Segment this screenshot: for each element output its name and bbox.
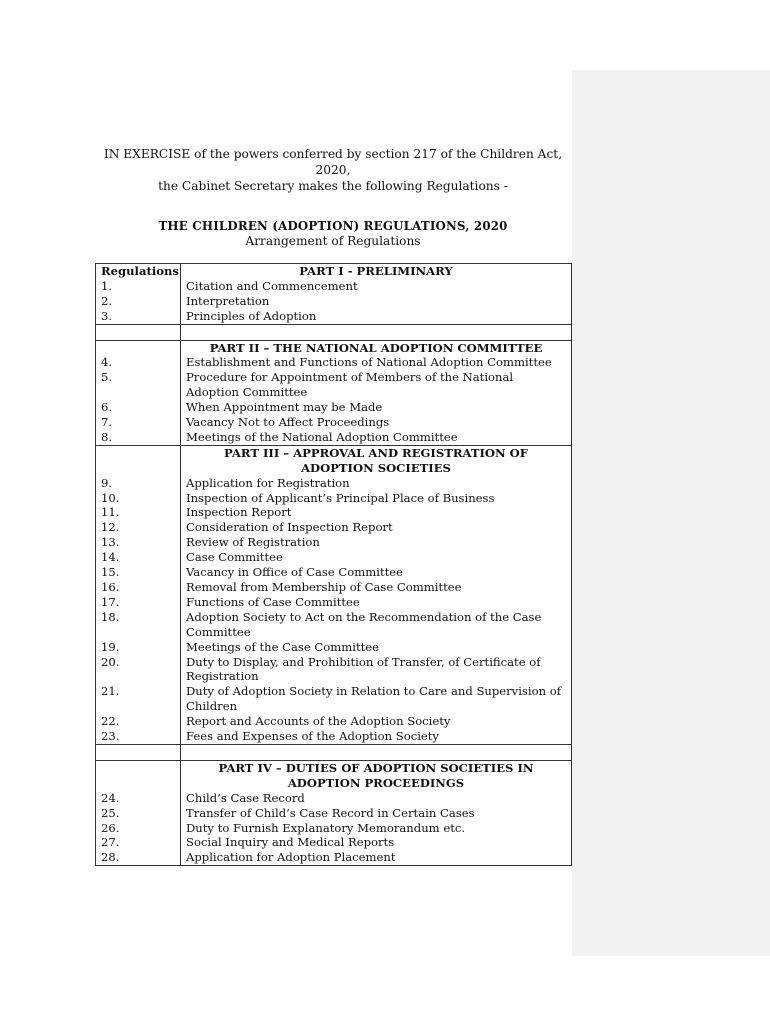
regulation-title: Application for Adoption Placement [181, 850, 572, 865]
regulation-title: Vacancy in Office of Case Committee [181, 565, 572, 580]
regulation-number: 28. [96, 850, 181, 865]
table-row [96, 806, 572, 821]
regulation-title: When Appointment may be Made [181, 400, 572, 415]
table-row [96, 355, 572, 370]
document-title: THE CHILDREN (ADOPTION) REGULATIONS, 2020 [158, 219, 508, 233]
regulation-number: 22. [96, 714, 181, 729]
part-heading-3: PART III – APPROVAL AND REGISTRATION OF ADOPTION SOCIETIES [181, 445, 572, 475]
regulation-number: 13. [96, 535, 181, 550]
regulation-title: Establishment and Functions of National Adoption Committee [181, 355, 572, 370]
table-row [96, 729, 572, 744]
comment-pane [572, 70, 770, 956]
regulation-title: Review of Registration [181, 535, 572, 550]
regulation-title: Inspection Report [181, 505, 572, 520]
table-row [96, 430, 572, 445]
regulation-title: Fees and Expenses of the Adoption Society [181, 729, 572, 744]
table-header-row [96, 264, 572, 279]
regulation-title: Report and Accounts of the Adoption Society [181, 714, 572, 729]
regulation-number: 20. [96, 655, 181, 685]
regulation-title: Inspection of Applicant’s Principal Place of Business [181, 491, 572, 506]
table-row [96, 370, 572, 400]
table-row [96, 655, 572, 685]
regulation-number: 6. [96, 400, 181, 415]
table-row [96, 640, 572, 655]
enacting-clause-line-1: IN EXERCISE of the powers conferred by section 217 of the Children Act, 2020, [103, 147, 563, 177]
regulation-number: 17. [96, 595, 181, 610]
table-row [96, 294, 572, 309]
regulation-title: Consideration of Inspection Report [181, 520, 572, 535]
regulation-title: Adoption Society to Act on the Recommendation of the Case Committee [181, 610, 572, 640]
regulation-number: 24. [96, 791, 181, 806]
part-heading-1: PART I - PRELIMINARY [181, 264, 572, 279]
regulation-title: Procedure for Appointment of Members of the National Adoption Committee [181, 370, 572, 400]
table-row [96, 309, 572, 324]
table-row [96, 476, 572, 491]
regulation-number: 26. [96, 821, 181, 836]
regulation-title: Meetings of the Case Committee [181, 640, 572, 655]
regulation-number: 23. [96, 729, 181, 744]
table-row [96, 684, 572, 714]
table-row [96, 821, 572, 836]
regulation-number: 12. [96, 520, 181, 535]
part-heading-2: PART II – THE NATIONAL ADOPTION COMMITTEE [181, 340, 572, 355]
table-row [96, 580, 572, 595]
regulation-number: 5. [96, 370, 181, 400]
table-row [96, 520, 572, 535]
regulation-number: 21. [96, 684, 181, 714]
regulation-number: 15. [96, 565, 181, 580]
part-heading-row [96, 760, 572, 790]
enacting-clause [96, 146, 570, 194]
regulation-number: 2. [96, 294, 181, 309]
table-row [96, 415, 572, 430]
regulation-title: Interpretation [181, 294, 572, 309]
table-row [96, 565, 572, 580]
regulation-title: Citation and Commencement [181, 279, 572, 294]
table-row [96, 791, 572, 806]
regulation-title: Vacancy Not to Affect Proceedings [181, 415, 572, 430]
regulation-number: 19. [96, 640, 181, 655]
regulation-title: Duty of Adoption Society in Relation to Care and Supervision of Children [181, 684, 572, 714]
regulations-table [95, 263, 572, 866]
table-row [96, 714, 572, 729]
regulation-title: Application for Registration [181, 476, 572, 491]
table-row [96, 610, 572, 640]
regulation-number: 16. [96, 580, 181, 595]
regulation-title: Transfer of Child’s Case Record in Certain Cases [181, 806, 572, 821]
table-row [96, 535, 572, 550]
regulation-number: 7. [96, 415, 181, 430]
part-heading-row [96, 445, 572, 475]
regulation-title: Duty to Furnish Explanatory Memorandum etc. [181, 821, 572, 836]
table-row [96, 595, 572, 610]
regulation-title: Removal from Membership of Case Committee [181, 580, 572, 595]
table-row [96, 835, 572, 850]
regulation-number: 9. [96, 476, 181, 491]
regulation-number: 8. [96, 430, 181, 445]
regulation-number: 18. [96, 610, 181, 640]
regulation-title: Duty to Display, and Prohibition of Transfer, of Certificate of Registration [181, 655, 572, 685]
spacer-row [96, 744, 572, 760]
spacer-row [96, 324, 572, 340]
regulation-title: Social Inquiry and Medical Reports [181, 835, 572, 850]
regulation-number: 14. [96, 550, 181, 565]
column-header-regulations: Regulations [96, 264, 181, 279]
regulation-number: 11. [96, 505, 181, 520]
regulation-number: 10. [96, 491, 181, 506]
enacting-clause-line-2: the Cabinet Secretary makes the following Regulations - [158, 179, 508, 193]
arrangement-heading: Arrangement of Regulations [245, 234, 421, 248]
table-row [96, 505, 572, 520]
regulation-title: Meetings of the National Adoption Committee [181, 430, 572, 445]
regulation-number: 1. [96, 279, 181, 294]
part-heading-row [96, 340, 572, 355]
part-heading-4: PART IV – DUTIES OF ADOPTION SOCIETIES IN ADOPTION PROCEEDINGS [181, 760, 572, 790]
regulation-title: Principles of Adoption [181, 309, 572, 324]
regulation-number: 4. [96, 355, 181, 370]
table-row [96, 279, 572, 294]
regulation-title: Case Committee [181, 550, 572, 565]
table-row [96, 491, 572, 506]
table-row [96, 850, 572, 865]
table-row [96, 550, 572, 565]
regulation-number: 25. [96, 806, 181, 821]
regulation-title: Functions of Case Committee [181, 595, 572, 610]
regulation-title: Child’s Case Record [181, 791, 572, 806]
regulation-number: 3. [96, 309, 181, 324]
regulation-number: 27. [96, 835, 181, 850]
table-row [96, 400, 572, 415]
